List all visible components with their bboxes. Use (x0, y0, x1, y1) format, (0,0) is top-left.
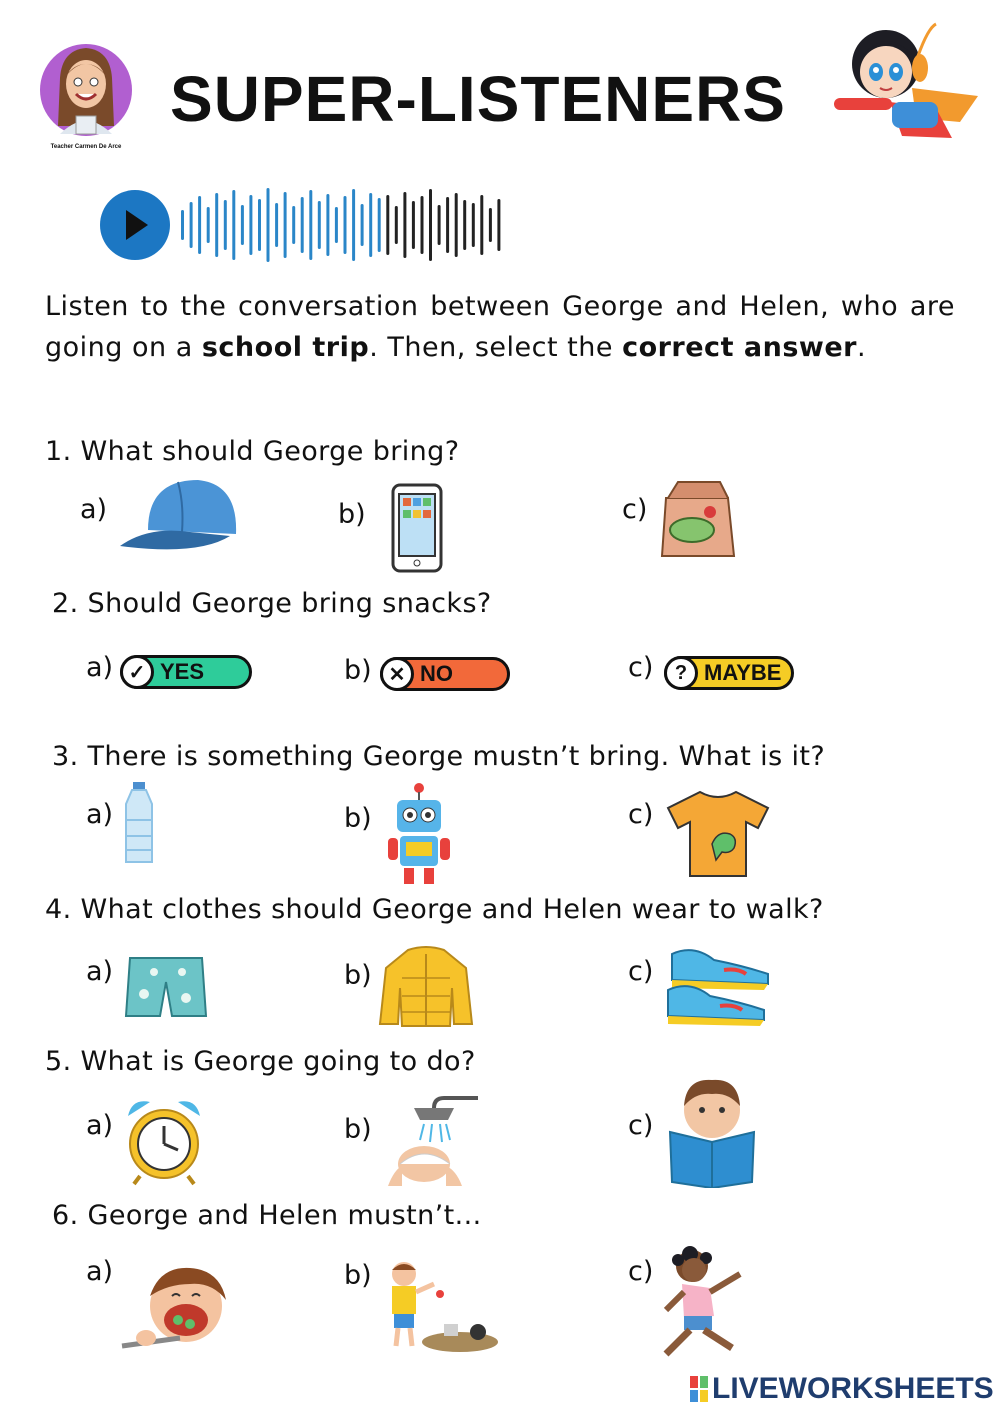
option-6b-label[interactable]: b) (344, 1260, 372, 1291)
option-3c-label[interactable]: c) (628, 799, 654, 830)
waveform-bar (421, 196, 424, 254)
option-4a-label[interactable]: a) (86, 956, 114, 987)
liveworksheets-logo (690, 1372, 994, 1406)
phone-icon[interactable] (390, 482, 446, 574)
option-1b-label[interactable]: b) (338, 499, 366, 530)
waveform-bar (412, 201, 415, 249)
boy-reading-icon[interactable] (666, 1076, 758, 1188)
instructions-text: Listen to the conversation between George and Helen, who are going on a school trip. Then, select the correct answer. (45, 291, 955, 363)
dinosaur-tshirt-icon[interactable] (666, 790, 770, 878)
audio-waveform[interactable] (180, 188, 505, 262)
liveworksheets-mark-icon (690, 1376, 708, 1402)
boy-littering-icon[interactable] (382, 1258, 500, 1354)
waveform-bar (309, 190, 312, 260)
shorts-icon[interactable] (124, 954, 208, 1020)
puffer-jacket-icon[interactable] (378, 944, 474, 1028)
waveform-bar (352, 189, 355, 261)
waveform-bar (224, 200, 227, 250)
boy-eating-icon[interactable] (120, 1262, 236, 1354)
avatar-caption: Teacher Carmen De Arce (50, 144, 122, 150)
option-3b-label[interactable]: b) (344, 803, 372, 834)
waveform-bar (249, 195, 252, 255)
waveform-bar (215, 193, 218, 257)
option-5a-label[interactable]: a) (86, 1110, 114, 1141)
waveform-bar (438, 205, 441, 245)
waveform-bar (181, 210, 184, 240)
waveform-bar (267, 188, 270, 262)
waveform-bar (232, 190, 235, 260)
question-6: 6. George and Helen mustn’t... (52, 1200, 482, 1231)
waveform-bar (361, 204, 364, 246)
option-2c-label[interactable]: c) (628, 652, 654, 683)
waveform-bar (292, 206, 295, 244)
sneakers-icon[interactable] (664, 944, 774, 1026)
check-icon: ✓ (120, 655, 154, 689)
waveform-bar (446, 197, 449, 253)
maybe-label: MAYBE (704, 660, 782, 685)
waveform-bar (429, 189, 432, 261)
lunch-bag-icon[interactable] (658, 478, 738, 560)
question-4: 4. What clothes should George and Helen wear to walk? (45, 894, 824, 925)
waveform-bar (463, 200, 466, 250)
option-4c-label[interactable]: c) (628, 956, 654, 987)
question-mark-icon: ? (664, 656, 698, 690)
alarm-clock-icon[interactable] (122, 1094, 206, 1186)
option-1c-label[interactable]: c) (622, 494, 648, 525)
waveform-bar (335, 207, 338, 243)
waveform-bar (190, 202, 193, 248)
question-2: 2. Should George bring snacks? (52, 588, 492, 619)
play-button[interactable] (100, 190, 170, 260)
waveform-bar (369, 193, 372, 257)
yes-pill[interactable] (120, 655, 252, 689)
waveform-bar (207, 207, 210, 243)
no-pill[interactable] (380, 657, 510, 691)
question-1: 1. What should George bring? (45, 436, 460, 467)
waveform-bar (275, 203, 278, 247)
x-icon: ✕ (380, 657, 414, 691)
option-1a-label[interactable]: a) (80, 494, 108, 525)
waveform-bar (395, 206, 398, 244)
water-bottle-icon[interactable] (122, 780, 156, 866)
waveform-bar (403, 192, 406, 258)
waveform-bar (497, 199, 500, 251)
shower-icon[interactable] (384, 1094, 482, 1186)
waveform-bar (258, 199, 261, 251)
waveform-bar (386, 195, 389, 255)
waveform-bar (284, 192, 287, 258)
waveform-bar (326, 194, 329, 256)
question-5: 5. What is George going to do? (45, 1046, 476, 1077)
play-icon (100, 190, 170, 260)
option-4b-label[interactable]: b) (344, 960, 372, 991)
question-3: 3. There is something George mustn’t bring. What is it? (52, 741, 826, 772)
waveform-bar (378, 198, 381, 252)
teacher-avatar (38, 38, 134, 142)
robot-icon[interactable] (384, 782, 454, 886)
option-3a-label[interactable]: a) (86, 799, 114, 830)
option-6a-label[interactable]: a) (86, 1256, 114, 1287)
option-6c-label[interactable]: c) (628, 1256, 654, 1287)
yes-label: YES (160, 659, 205, 684)
waveform-bar (480, 195, 483, 255)
waveform-bar (455, 193, 458, 257)
superhero-girl-icon (832, 18, 980, 152)
cap-icon[interactable] (118, 474, 242, 556)
waveform-bar (344, 196, 347, 254)
waveform-bar (241, 205, 244, 245)
no-label: NO (420, 661, 453, 686)
page-title: SUPER-LISTENERS (170, 63, 786, 135)
waveform-bar (198, 196, 201, 254)
option-5c-label[interactable]: c) (628, 1110, 654, 1141)
option-2a-label[interactable]: a) (86, 652, 114, 683)
footer-brand: LIVEWORKSHEETS (712, 1372, 994, 1405)
option-5b-label[interactable]: b) (344, 1114, 372, 1145)
waveform-bar (489, 208, 492, 242)
waveform-bar (301, 197, 304, 253)
waveform-bar (318, 201, 321, 249)
waveform-bar (472, 203, 475, 247)
option-2b-label[interactable]: b) (344, 655, 372, 686)
girl-running-icon[interactable] (654, 1244, 754, 1360)
maybe-pill[interactable] (664, 656, 794, 690)
